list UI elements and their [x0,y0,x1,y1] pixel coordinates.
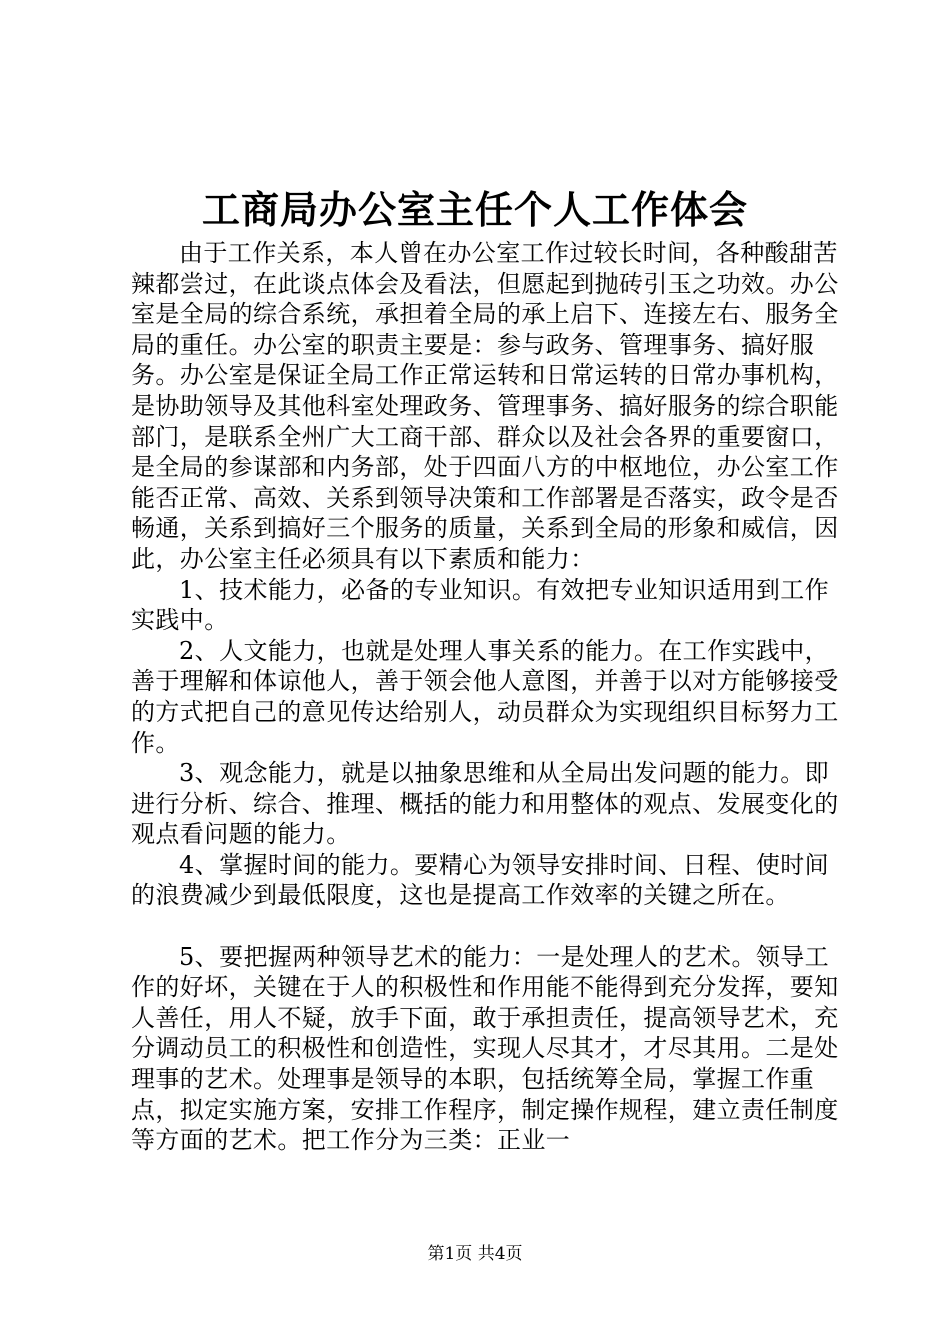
paragraph-item-5: 5、要把握两种领导艺术的能力：一是处理人的艺术。领导工作的好坏，关键在于人的积极性和作用能不能得到充分发挥，要知人善任，用人不疑，放手下面，敢于承担责任，提高领导艺术，充分调动员工的积极性和创造性，实现人尽其才，才尽其用。二是处理事的艺术。处理事是领导的本职，包括统筹全局，掌握工作重点，拟定实施方案，安排工作程序，制定操作规程，建立责任制度等方面的艺术。把工作分为三类：正业一 [131,942,839,1155]
paragraph-item-3: 3、观念能力，就是以抽象思维和从全局出发问题的能力。即进行分析、综合、推理、概括的能力和用整体的观点、发展变化的观点看问题的能力。 [131,759,839,849]
document-title: 工商局办公室主任个人工作体会 [201,187,748,232]
paragraph-intro: 由于工作关系，本人曾在办公室工作过较长时间，各种酸甜苦辣都尝过，在此谈点体会及看法，但愿起到抛砖引玉之功效。办公室是全局的综合系统，承担着全局的承上启下、连接左右、服务全局的重任。办公室的职责主要是：参与政务、管理事务、搞好服务。办公室是保证全局工作正常运转和日常运转的日常办事机构，是协助领导及其他科室处理政务、管理事务、搞好服务的综合职能部门，是联系全州广大工商干部、群众以及社会各界的重要窗口，是全局的参谋部和内务部，处于四面八方的中枢地位，办公室工作能否正常、高效、关系到领导决策和工作部署是否落实，政令是否畅通，关系到搞好三个服务的质量，关系到全局的形象和威信，因此，办公室主任必须具有以下素质和能力： [131,239,839,573]
paragraph-item-4: 4、掌握时间的能力。要精心为领导安排时间、日程、使时间的浪费减少到最低限度，这也是提高工作效率的关键之所在。 [131,850,830,910]
paragraph-item-1: 1、技术能力，必备的专业知识。有效把专业知识适用到工作实践中。 [131,575,830,635]
paragraph-item-2: 2、人文能力，也就是处理人事关系的能力。在工作实践中，善于理解和体谅他人，善于领会他人意图，并善于以对方能够接受的方式把自己的意见传达给别人，动员群众为实现组织目标努力工作。 [131,636,839,757]
document-body [131,238,851,1156]
page-footer: 第1页 共4页 [427,1244,523,1264]
